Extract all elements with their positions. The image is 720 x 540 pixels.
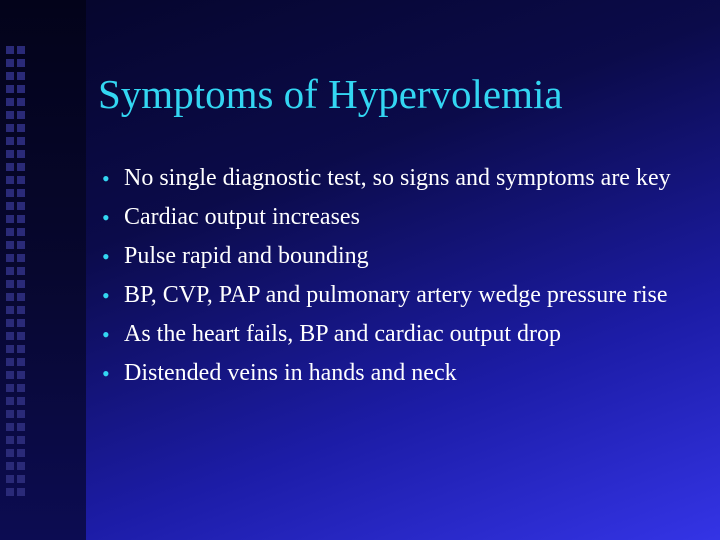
slide-title: Symptoms of Hypervolemia [98, 71, 563, 117]
bullet-dot-icon: • [102, 283, 110, 308]
bullet-text: Pulse rapid and bounding [124, 243, 369, 269]
bullet-item [98, 280, 678, 311]
bullet-dot-icon: • [102, 205, 110, 230]
bullet-dot-icon: • [102, 244, 110, 269]
bullet-dot-icon: • [102, 166, 110, 191]
bullet-text: As the heart fails, BP and cardiac output drop [124, 321, 561, 347]
bullet-item [98, 202, 678, 233]
bullet-text: BP, CVP, PAP and pulmonary artery wedge pressure rise [124, 282, 668, 308]
bullet-list [98, 163, 678, 397]
bullet-item [98, 241, 678, 272]
bullet-text: Cardiac output increases [124, 204, 360, 230]
bullet-item [98, 319, 678, 350]
bullet-item [98, 163, 678, 194]
bullet-text: Distended veins in hands and neck [124, 360, 457, 386]
bullet-item [98, 358, 678, 389]
square-pattern-column [6, 46, 14, 501]
square-pattern-column [17, 46, 25, 501]
bullet-text: No single diagnostic test, so signs and symptoms are key [124, 165, 671, 191]
bullet-dot-icon: • [102, 361, 110, 386]
bullet-dot-icon: • [102, 322, 110, 347]
left-decorative-band [0, 0, 86, 540]
